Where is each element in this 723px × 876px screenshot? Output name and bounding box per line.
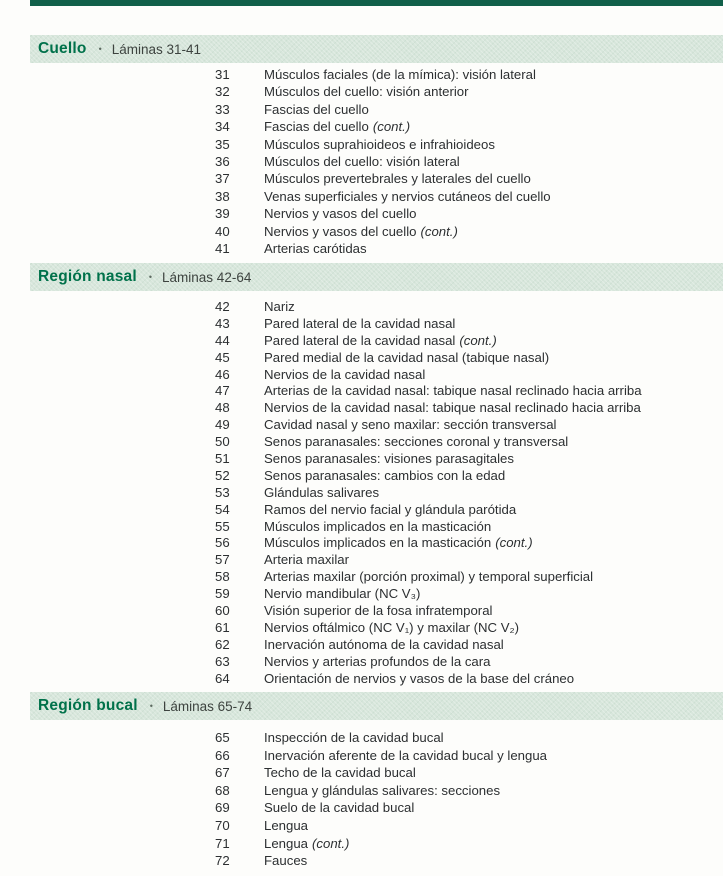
plate-number: 53 <box>215 484 230 500</box>
plate-number: 44 <box>215 332 230 348</box>
plate-number: 63 <box>215 653 230 669</box>
toc-row <box>0 485 723 502</box>
plate-number: 64 <box>215 670 230 686</box>
plate-title: Músculos del cuello: visión lateral <box>264 153 460 169</box>
plate-title: Fascias del cuello <box>264 119 369 135</box>
plate-title: Arteria maxilar <box>264 552 350 568</box>
section-region-nasal <box>0 263 723 687</box>
plate-title: Ramos del nervio facial y glándula parótida <box>264 501 517 517</box>
toc-row <box>0 799 723 817</box>
plate-number: 54 <box>215 501 230 517</box>
plate-title: Arterias de la cavidad nasal: tabique nasal reclinado hacia arriba <box>264 383 642 399</box>
plate-number: 48 <box>215 400 230 416</box>
plate-number: 35 <box>215 136 230 152</box>
plate-number: 52 <box>215 467 230 483</box>
plate-title-cont: (cont.) <box>495 535 533 551</box>
plate-title: Orientación de nervios y vasos de la base del cráneo <box>264 670 575 686</box>
toc-row <box>0 603 723 620</box>
plate-title: Nervios y vasos del cuello <box>264 206 417 222</box>
plate-title: Lengua <box>264 817 309 833</box>
plate-title: Pared lateral de la cavidad nasal <box>264 332 456 348</box>
plate-title: Nervios de la cavidad nasal <box>264 366 426 382</box>
section-title: Región bucal <box>38 697 138 714</box>
plate-number: 57 <box>215 552 230 568</box>
toc-row <box>0 586 723 603</box>
plate-title: Músculos implicados en la masticación <box>264 518 492 534</box>
bullet-separator-icon: • <box>148 272 153 282</box>
plate-title: Arterias carótidas <box>264 240 367 256</box>
plate-number: 36 <box>215 153 230 169</box>
plate-title: Senos paranasales: cambios con la edad <box>264 467 506 483</box>
plate-title: Glándulas salivares <box>264 484 380 500</box>
plate-title: Fauces <box>264 853 308 869</box>
plate-title: Inspección de la cavidad bucal <box>264 730 444 745</box>
toc-row <box>0 118 723 135</box>
plate-title: Nervios y arterias profundos de la cara <box>264 653 491 669</box>
plate-number: 70 <box>215 817 230 833</box>
plate-title: Músculos implicados en la masticación <box>264 535 492 551</box>
plate-title: Pared lateral de la cavidad nasal <box>264 315 456 331</box>
toc-row <box>0 367 723 384</box>
section-title: Cuello <box>38 40 87 57</box>
toc-row <box>0 764 723 782</box>
plate-number: 67 <box>215 765 230 781</box>
toc-row <box>0 519 723 536</box>
plate-number: 37 <box>215 171 230 187</box>
section-title: Región nasal <box>38 268 137 285</box>
toc-row <box>0 535 723 552</box>
toc-row <box>0 747 723 765</box>
plate-number: 68 <box>215 782 230 798</box>
plate-number: 31 <box>215 67 230 82</box>
plate-number: 45 <box>215 349 230 365</box>
toc-row <box>0 852 723 870</box>
section-header-band <box>30 263 723 291</box>
plate-number: 50 <box>215 434 230 450</box>
plate-number: 34 <box>215 119 230 135</box>
toc-row <box>0 240 723 257</box>
plate-title: Techo de la cavidad bucal <box>264 765 416 781</box>
plate-number: 55 <box>215 518 230 534</box>
plate-number: 38 <box>215 188 230 204</box>
plate-number: 33 <box>215 101 230 117</box>
toc-row <box>0 333 723 350</box>
toc-row <box>0 188 723 205</box>
plate-title: Cavidad nasal y seno maxilar: sección transversal <box>264 417 557 433</box>
plate-list <box>0 299 723 687</box>
toc-row <box>0 502 723 519</box>
bullet-separator-icon: • <box>149 701 153 711</box>
plate-number: 60 <box>215 603 230 619</box>
plate-title: Músculos prevertebrales y laterales del cuello <box>264 171 531 187</box>
plate-title-cont: (cont.) <box>312 835 350 851</box>
section-region-bucal <box>0 692 723 870</box>
plate-number: 47 <box>215 383 230 399</box>
toc-row <box>0 316 723 333</box>
toc-row <box>0 136 723 153</box>
toc-row <box>0 729 723 747</box>
plate-title: Nariz <box>264 299 295 314</box>
plate-title: Fascias del cuello <box>264 101 369 117</box>
plate-title: Nervios y vasos del cuello <box>264 223 417 239</box>
plate-title: Nervios oftálmico (NC V₁) y maxilar (NC V₂) <box>264 619 520 635</box>
section-plate-range: Láminas 31-41 <box>111 41 202 57</box>
toc-row <box>0 835 723 853</box>
plate-number: 62 <box>215 636 230 652</box>
toc-row <box>0 817 723 835</box>
plate-number: 46 <box>215 366 230 382</box>
toc-row <box>0 620 723 637</box>
plate-title: Músculos faciales (de la mímica): visión lateral <box>264 67 536 82</box>
plate-number: 42 <box>215 299 230 314</box>
plate-number: 40 <box>215 223 230 239</box>
toc-row <box>0 101 723 118</box>
toc-row <box>0 654 723 671</box>
plate-number: 32 <box>215 84 230 100</box>
plate-title-cont: (cont.) <box>459 332 497 348</box>
plate-number: 66 <box>215 747 230 763</box>
toc-row <box>0 417 723 434</box>
plate-number: 39 <box>215 206 230 222</box>
plate-title: Músculos del cuello: visión anterior <box>264 84 469 100</box>
plate-title: Senos paranasales: secciones coronal y transversal <box>264 434 569 450</box>
plate-title-cont: (cont.) <box>420 223 458 239</box>
plate-number: 41 <box>215 240 230 256</box>
toc-row <box>0 170 723 187</box>
plate-title: Lengua y glándulas salivares: secciones <box>264 782 501 798</box>
toc-row <box>0 569 723 586</box>
section-header-band <box>30 35 723 63</box>
plate-title: Pared medial de la cavidad nasal (tabique nasal) <box>264 349 550 365</box>
plate-number: 72 <box>215 853 230 869</box>
plate-list <box>0 66 723 257</box>
toc-row <box>0 552 723 569</box>
plate-number: 61 <box>215 619 230 635</box>
plate-number: 51 <box>215 451 230 467</box>
plate-title: Visión superior de la fosa infratemporal <box>264 603 493 619</box>
toc-row <box>0 205 723 222</box>
plate-number: 59 <box>215 586 230 602</box>
toc-row <box>0 223 723 240</box>
plate-title: Suelo de la cavidad bucal <box>264 800 415 816</box>
section-plate-range: Láminas 42-64 <box>162 269 252 285</box>
plate-number: 71 <box>215 835 230 851</box>
plate-number: 58 <box>215 569 230 585</box>
section-cuello <box>0 35 723 257</box>
section-plate-range: Láminas 65-74 <box>162 698 253 714</box>
plate-title: Lengua <box>264 835 309 851</box>
top-rule <box>30 0 723 6</box>
plate-number: 43 <box>215 315 230 331</box>
plate-title: Arterias maxilar (porción proximal) y temporal superficial <box>264 569 594 585</box>
toc-row <box>0 782 723 800</box>
plate-title-cont: (cont.) <box>372 119 411 135</box>
toc-row <box>0 400 723 417</box>
plate-title: Senos paranasales: visiones parasagitales <box>264 451 514 467</box>
plate-number: 69 <box>215 800 230 816</box>
plate-number: 49 <box>215 417 230 433</box>
plate-title: Inervación autónoma de la cavidad nasal <box>264 636 504 652</box>
plate-list <box>0 729 723 870</box>
toc-row <box>0 434 723 451</box>
plate-number: 56 <box>215 535 230 551</box>
toc-row <box>0 383 723 400</box>
toc-row <box>0 66 723 83</box>
toc-row <box>0 83 723 100</box>
plate-title: Venas superficiales y nervios cutáneos del cuello <box>264 188 551 204</box>
plate-title: Inervación aferente de la cavidad bucal y lengua <box>264 747 547 763</box>
toc-row <box>0 299 723 316</box>
toc-row <box>0 350 723 367</box>
bullet-separator-icon: • <box>98 44 102 54</box>
toc-row <box>0 451 723 468</box>
section-header-band <box>30 692 723 720</box>
plate-title: Nervios de la cavidad nasal: tabique nasal reclinado hacia arriba <box>264 400 641 416</box>
toc-row <box>0 468 723 485</box>
toc-row <box>0 153 723 170</box>
plate-number: 65 <box>215 730 230 745</box>
plate-title: Nervio mandibular (NC V₃) <box>264 586 421 602</box>
toc-row <box>0 671 723 688</box>
toc-row <box>0 637 723 654</box>
plate-title: Músculos suprahioideos e infrahioideos <box>264 136 495 152</box>
